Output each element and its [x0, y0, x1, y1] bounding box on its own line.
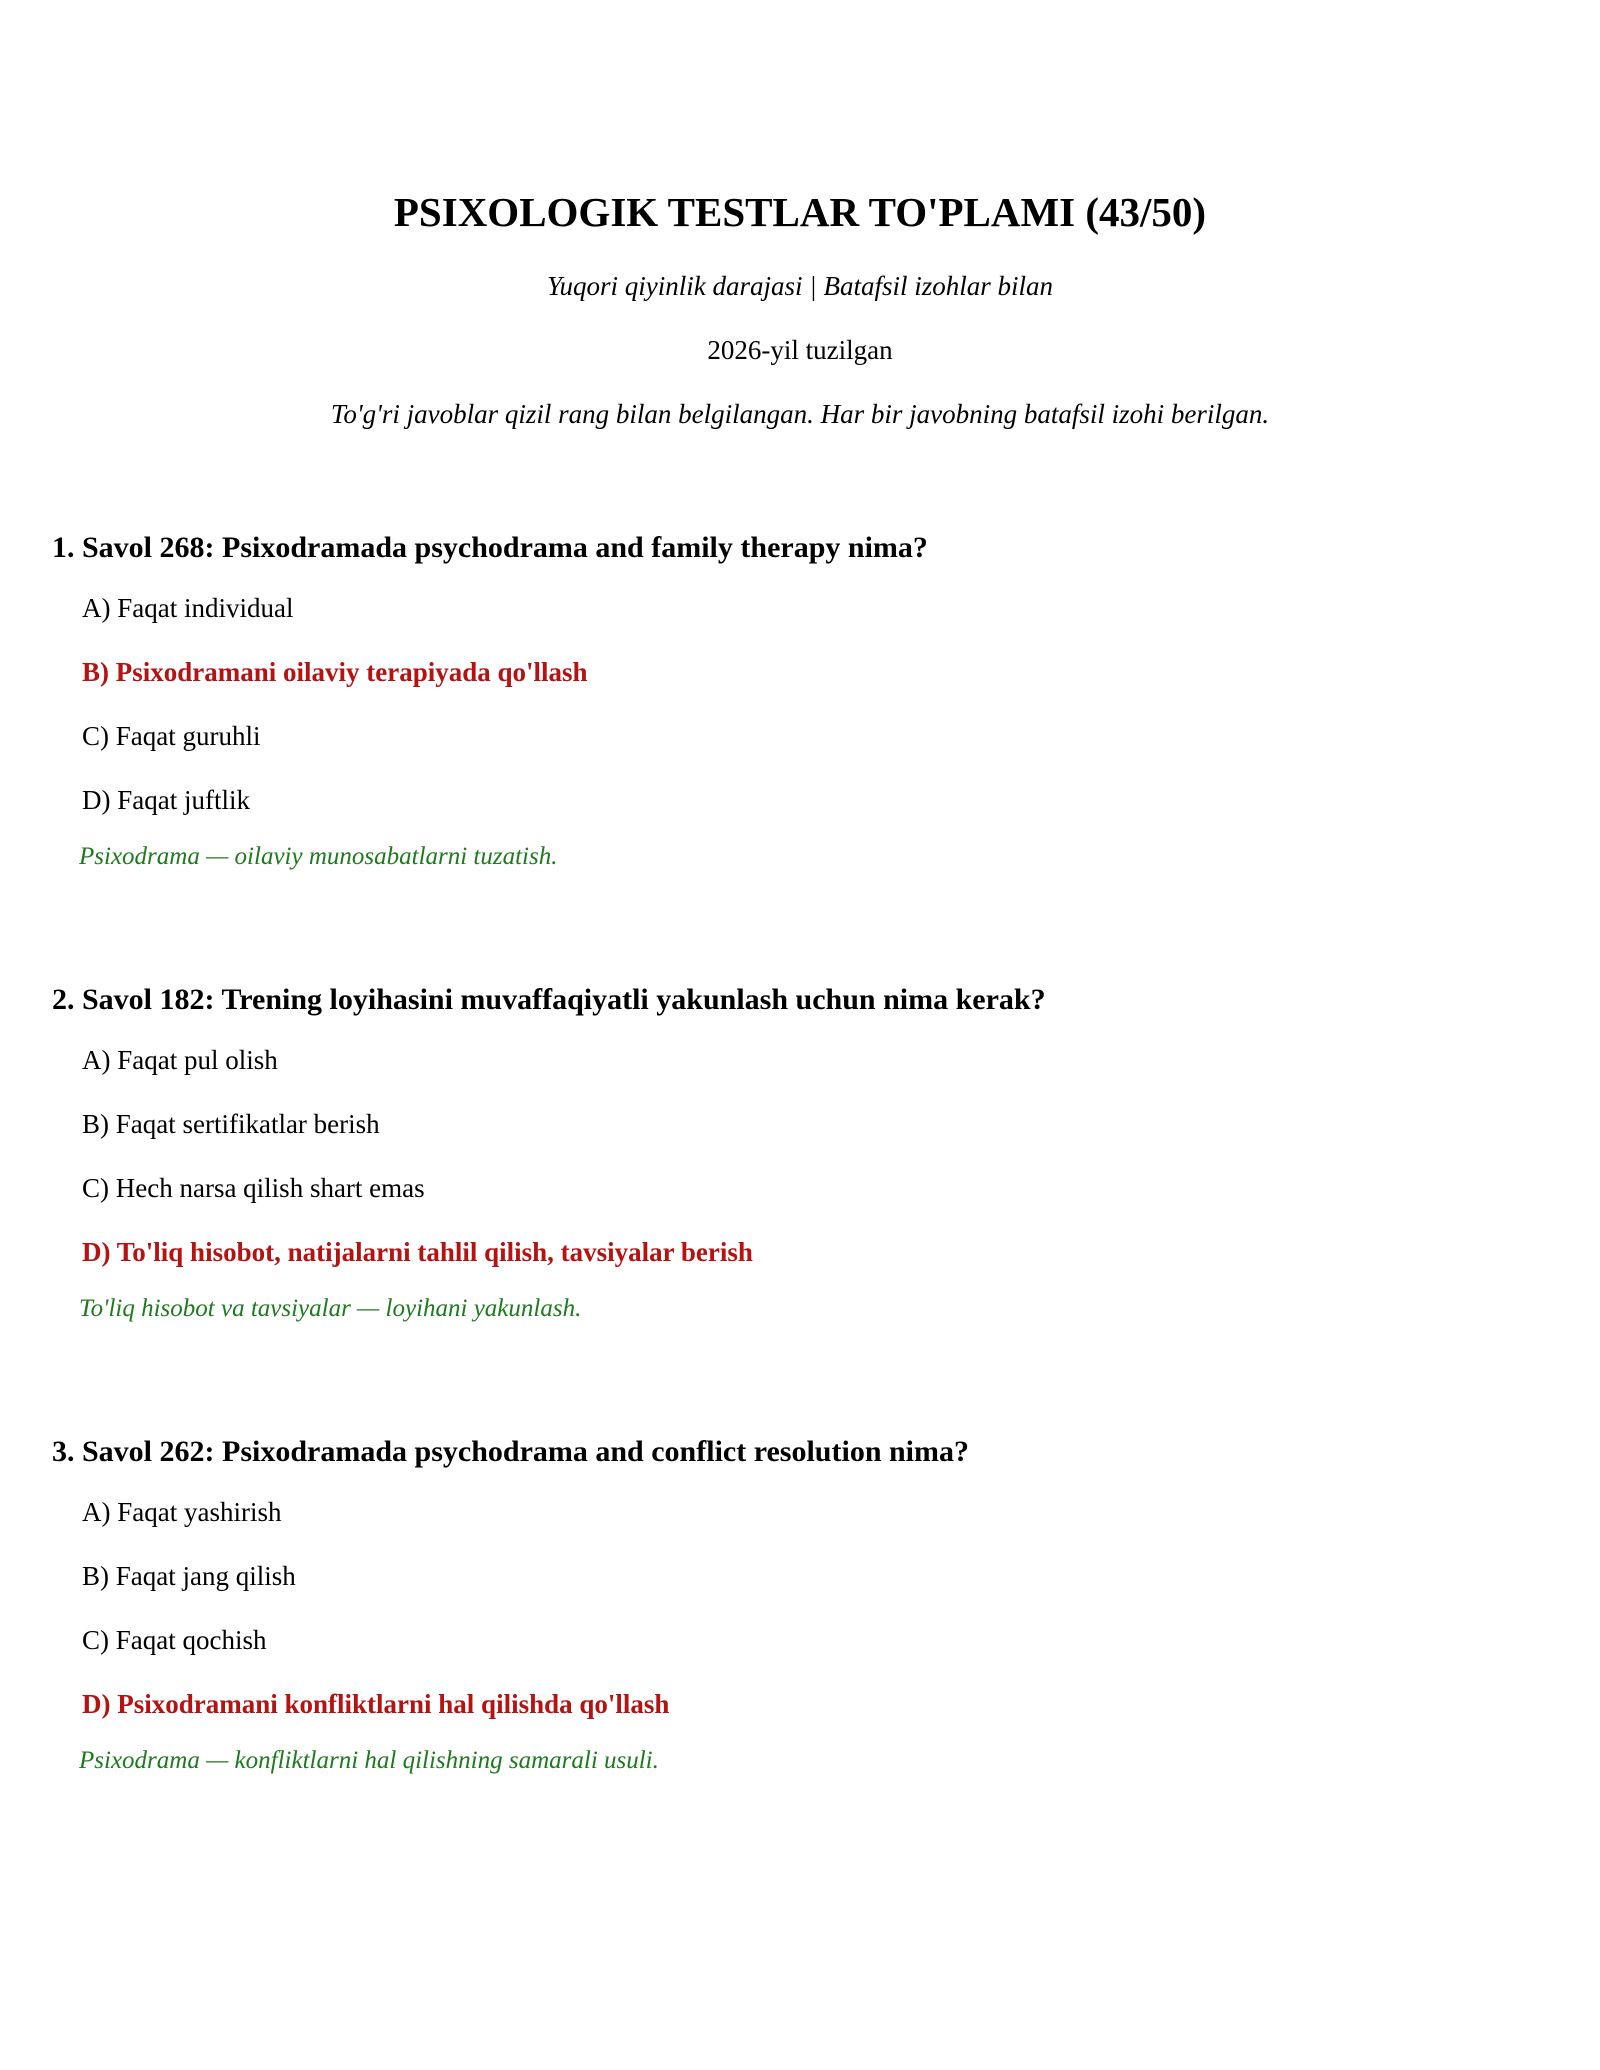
answer-option-d: D) Faqat juftlik: [82, 785, 250, 815]
answer-explanation: Psixodrama — oilaviy munosabatlarni tuzatish.: [79, 843, 558, 870]
answer-option-b: B) Faqat sertifikatlar berish: [82, 1109, 380, 1139]
answer-option-b-correct: B) Psixodramani oilaviy terapiyada qo'llash: [82, 657, 588, 687]
document-note: To'g'ri javoblar qizil rang bilan belgilangan. Har bir javobning batafsil izohi berilgan.: [330, 399, 1270, 429]
answer-option-d-correct: D) To'liq hisobot, natijalarni tahlil qilish, tavsiyalar berish: [82, 1237, 753, 1267]
question-heading: 3. Savol 262: Psixodramada psychodrama and conflict resolution nima?: [52, 1435, 970, 1468]
question-heading: 1. Savol 268: Psixodramada psychodrama and family therapy nima?: [52, 531, 928, 564]
answer-option-a: A) Faqat yashirish: [82, 1497, 282, 1527]
answer-option-c: C) Hech narsa qilish shart emas: [82, 1173, 425, 1203]
answer-option-c: C) Faqat qochish: [82, 1625, 267, 1655]
document-title: PSIXOLOGIK TESTLAR TO'PLAMI (43/50): [393, 189, 1207, 235]
answer-explanation: To'liq hisobot va tavsiyalar — loyihani yakunlash.: [79, 1295, 582, 1322]
document-year: 2026-yil tuzilgan: [707, 335, 893, 365]
answer-explanation: Psixodrama — konfliktlarni hal qilishning samarali usuli.: [79, 1747, 659, 1774]
answer-option-c: C) Faqat guruhli: [82, 721, 261, 751]
question-block-3: [52, 1432, 1552, 1778]
question-heading: 2. Savol 182: Trening loyihasini muvaffaqiyatli yakunlash uchun nima kerak?: [52, 983, 1046, 1016]
document-subtitle: Yuqori qiyinlik darajasi | Batafsil izohlar bilan: [547, 271, 1053, 301]
answer-option-a: A) Faqat individual: [82, 593, 294, 623]
answer-option-b: B) Faqat jang qilish: [82, 1561, 296, 1591]
question-block-1: [52, 528, 1552, 874]
answer-option-a: A) Faqat pul olish: [82, 1045, 278, 1075]
question-block-2: [52, 980, 1552, 1326]
answer-option-d-correct: D) Psixodramani konfliktlarni hal qilishda qo'llash: [82, 1689, 670, 1719]
